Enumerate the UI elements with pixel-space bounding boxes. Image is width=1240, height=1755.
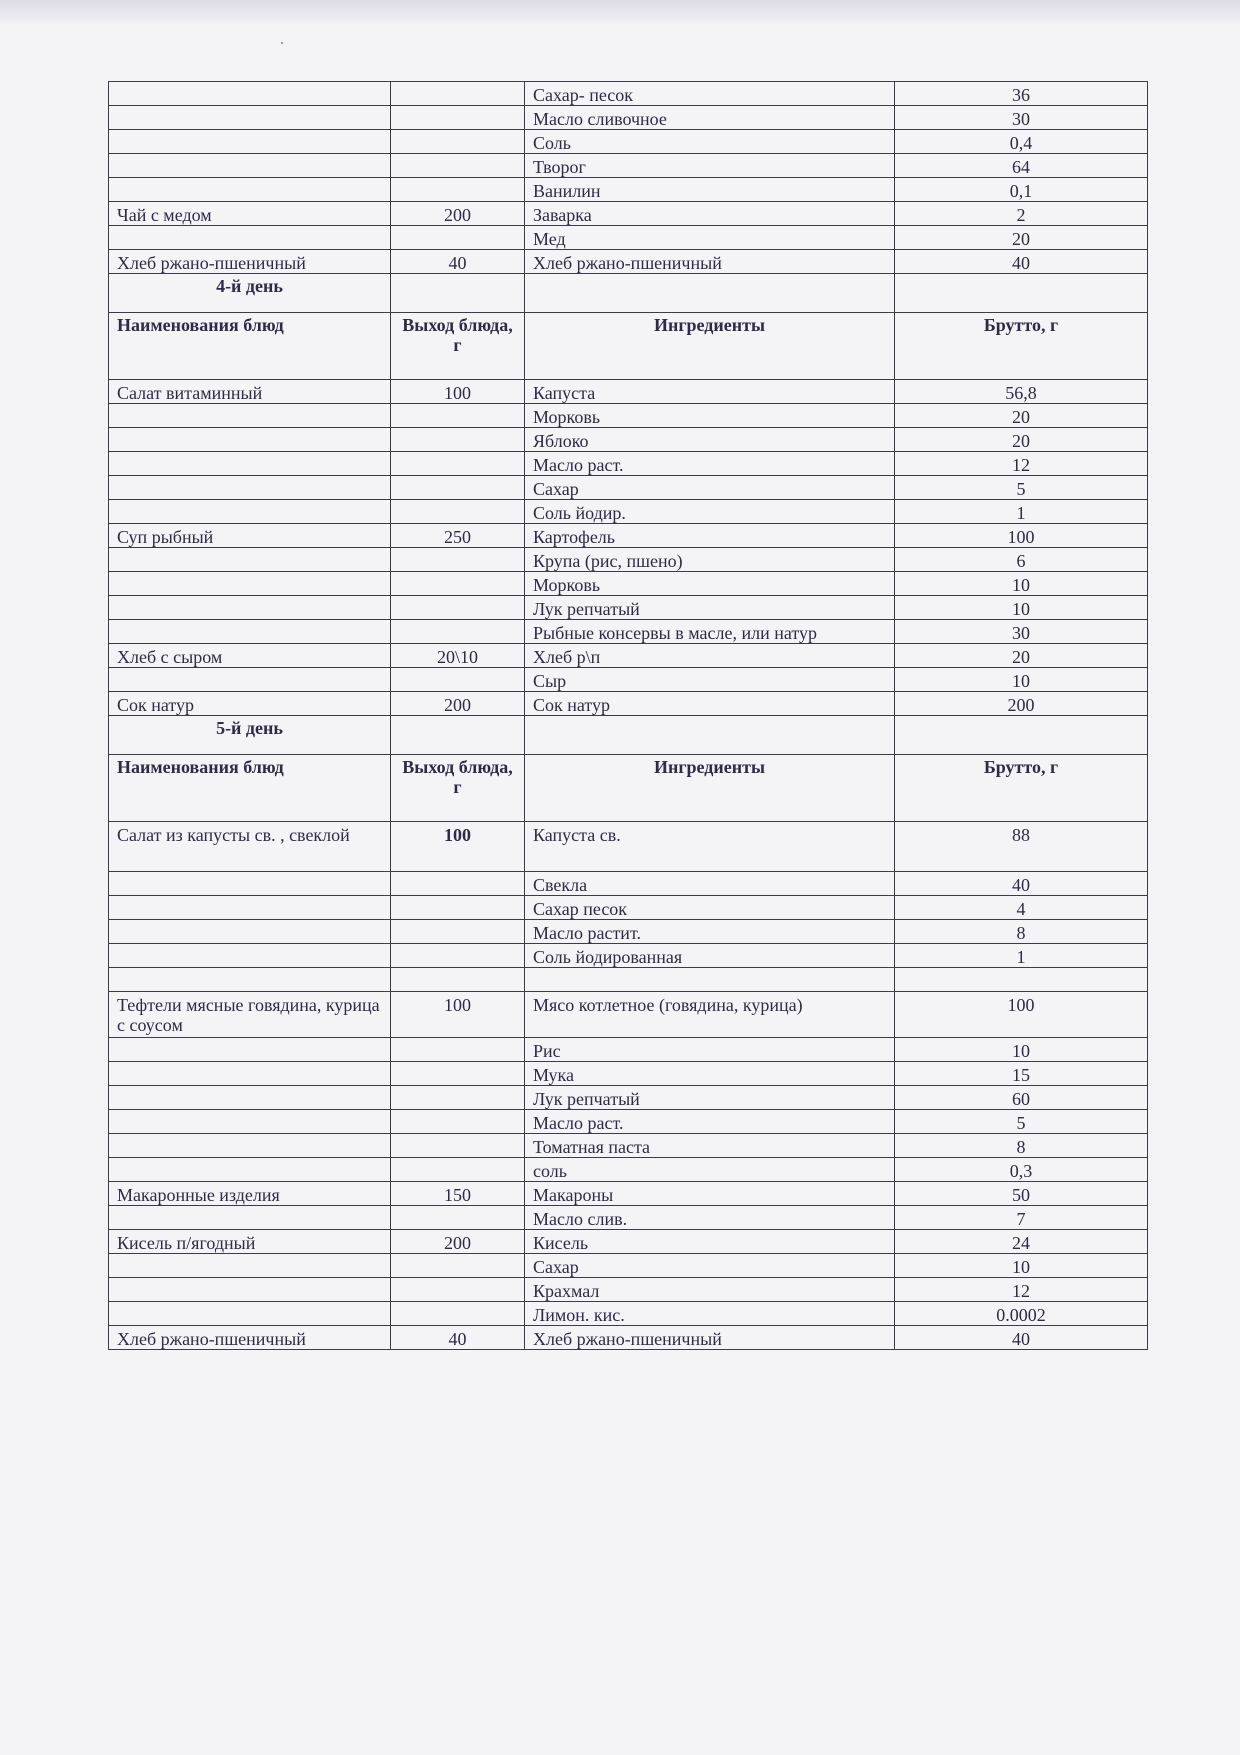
yield-cell (391, 1086, 525, 1110)
table-row (109, 380, 1148, 404)
yield-cell (391, 106, 525, 130)
yield-cell: 100 (391, 380, 525, 404)
menu-table-body (109, 82, 1148, 1350)
ingredient-cell: Мед (525, 226, 895, 250)
table-row (109, 1182, 1148, 1206)
dish-name-cell (109, 572, 391, 596)
table-row (109, 668, 1148, 692)
ingredient-cell: Рис (525, 1038, 895, 1062)
table-row (109, 1302, 1148, 1326)
gross-weight-cell: 12 (895, 1278, 1148, 1302)
ingredient-cell: Кисель (525, 1230, 895, 1254)
ingredient-cell: Сахар песок (525, 896, 895, 920)
yield-cell (391, 428, 525, 452)
ingredient-cell: Соль йодированная (525, 944, 895, 968)
gross-weight-cell: 5 (895, 1110, 1148, 1134)
gross-weight-cell: 88 (895, 822, 1148, 872)
gross-weight-cell: 0.0002 (895, 1302, 1148, 1326)
day-heading-row (109, 274, 1148, 313)
dish-name-cell (109, 130, 391, 154)
dish-name-cell (109, 920, 391, 944)
dish-name-cell (109, 404, 391, 428)
yield-cell (391, 476, 525, 500)
header-dish-name: Наименования блюд (109, 755, 391, 822)
yield-cell (391, 548, 525, 572)
dish-name-cell (109, 1206, 391, 1230)
ingredient-cell: Сок натур (525, 692, 895, 716)
empty-cell (391, 716, 525, 755)
yield-cell (391, 1038, 525, 1062)
gross-weight-cell: 40 (895, 250, 1148, 274)
table-row (109, 1038, 1148, 1062)
day-heading-row (109, 716, 1148, 755)
yield-cell: 150 (391, 1182, 525, 1206)
header-dish-name: Наименования блюд (109, 313, 391, 380)
yield-cell (391, 1254, 525, 1278)
yield-cell (391, 596, 525, 620)
ingredient-cell: Масло раст. (525, 1110, 895, 1134)
ingredient-cell: Лук репчатый (525, 1086, 895, 1110)
dish-name-cell: Суп рыбный (109, 524, 391, 548)
dish-name-cell (109, 668, 391, 692)
table-row (109, 1062, 1148, 1086)
ingredient-cell: Яблоко (525, 428, 895, 452)
gross-weight-cell: 50 (895, 1182, 1148, 1206)
gross-weight-cell: 20 (895, 644, 1148, 668)
yield-cell (391, 920, 525, 944)
ingredient-cell: Сыр (525, 668, 895, 692)
gross-weight-cell: 12 (895, 452, 1148, 476)
ingredient-cell: Крупа (рис, пшено) (525, 548, 895, 572)
gross-weight-cell: 1 (895, 944, 1148, 968)
yield-cell (391, 82, 525, 106)
yield-cell (391, 404, 525, 428)
ingredient-cell: Морковь (525, 572, 895, 596)
table-row (109, 692, 1148, 716)
dish-name-cell (109, 1086, 391, 1110)
ingredient-cell: Морковь (525, 404, 895, 428)
table-row (109, 1230, 1148, 1254)
dish-name-cell (109, 1302, 391, 1326)
ingredient-cell: Хлеб ржано-пшеничный (525, 1326, 895, 1350)
table-row (109, 1278, 1148, 1302)
table-row (109, 500, 1148, 524)
header-yield: Выход блюда, г (391, 313, 525, 380)
yield-cell: 100 (391, 822, 525, 872)
empty-cell (391, 274, 525, 313)
ingredient-cell: Масло слив. (525, 1206, 895, 1230)
dish-name-cell: Кисель п/ягодный (109, 1230, 391, 1254)
ingredient-cell: Крахмал (525, 1278, 895, 1302)
ingredient-cell: Соль (525, 130, 895, 154)
yield-cell (391, 1278, 525, 1302)
gross-weight-cell (895, 968, 1148, 992)
yield-cell (391, 896, 525, 920)
empty-cell (525, 274, 895, 313)
table-row (109, 1134, 1148, 1158)
header-yield: Выход блюда, г (391, 755, 525, 822)
dish-name-cell (109, 944, 391, 968)
dish-name-cell (109, 1158, 391, 1182)
dish-name-cell (109, 82, 391, 106)
table-row (109, 992, 1148, 1038)
empty-cell (525, 716, 895, 755)
dish-name-cell (109, 1038, 391, 1062)
ingredient-cell: Томатная паста (525, 1134, 895, 1158)
ingredient-cell: соль (525, 1158, 895, 1182)
table-row (109, 968, 1148, 992)
yield-cell (391, 1206, 525, 1230)
table-row (109, 130, 1148, 154)
table-row (109, 620, 1148, 644)
dish-name-cell (109, 428, 391, 452)
dish-name-cell (109, 452, 391, 476)
gross-weight-cell: 15 (895, 1062, 1148, 1086)
table-row (109, 154, 1148, 178)
gross-weight-cell: 8 (895, 920, 1148, 944)
gross-weight-cell: 100 (895, 992, 1148, 1038)
yield-cell (391, 620, 525, 644)
gross-weight-cell: 40 (895, 872, 1148, 896)
ingredient-cell: Заварка (525, 202, 895, 226)
table-row (109, 1086, 1148, 1110)
yield-cell (391, 226, 525, 250)
dish-name-cell (109, 1110, 391, 1134)
gross-weight-cell: 10 (895, 668, 1148, 692)
header-gross: Брутто, г (895, 755, 1148, 822)
gross-weight-cell: 56,8 (895, 380, 1148, 404)
table-row (109, 822, 1148, 872)
table-row (109, 644, 1148, 668)
ingredient-cell: Масло сливочное (525, 106, 895, 130)
yield-cell: 40 (391, 1326, 525, 1350)
table-row (109, 944, 1148, 968)
yield-cell (391, 668, 525, 692)
dish-name-cell (109, 548, 391, 572)
ingredient-cell: Соль йодир. (525, 500, 895, 524)
gross-weight-cell: 2 (895, 202, 1148, 226)
dish-name-cell (109, 226, 391, 250)
dish-name-cell (109, 154, 391, 178)
yield-cell (391, 452, 525, 476)
ingredient-cell: Капуста св. (525, 822, 895, 872)
dish-name-cell (109, 896, 391, 920)
yield-cell: 250 (391, 524, 525, 548)
gross-weight-cell: 64 (895, 154, 1148, 178)
table-row (109, 1206, 1148, 1230)
dish-name-cell (109, 620, 391, 644)
column-header-row (109, 755, 1148, 822)
gross-weight-cell: 30 (895, 106, 1148, 130)
table-row (109, 82, 1148, 106)
ingredient-cell: Свекла (525, 872, 895, 896)
empty-cell (895, 716, 1148, 755)
dish-name-cell (109, 476, 391, 500)
gross-weight-cell: 4 (895, 896, 1148, 920)
dish-name-cell: Тефтели мясные говядина, курица с соусом (109, 992, 391, 1038)
dish-name-cell (109, 1134, 391, 1158)
table-row (109, 428, 1148, 452)
gross-weight-cell: 10 (895, 572, 1148, 596)
table-row (109, 404, 1148, 428)
gross-weight-cell: 200 (895, 692, 1148, 716)
gross-weight-cell: 60 (895, 1086, 1148, 1110)
ingredient-cell: Творог (525, 154, 895, 178)
dish-name-cell (109, 500, 391, 524)
table-row (109, 1326, 1148, 1350)
yield-cell (391, 944, 525, 968)
empty-cell (895, 274, 1148, 313)
table-row (109, 524, 1148, 548)
yield-cell: 200 (391, 202, 525, 226)
gross-weight-cell: 30 (895, 620, 1148, 644)
ingredient-cell: Рыбные консервы в масле, или натур (525, 620, 895, 644)
yield-cell (391, 968, 525, 992)
yield-cell (391, 1062, 525, 1086)
gross-weight-cell: 20 (895, 404, 1148, 428)
table-row (109, 226, 1148, 250)
table-row (109, 1254, 1148, 1278)
dish-name-cell (109, 1278, 391, 1302)
yield-cell (391, 178, 525, 202)
table-row (109, 548, 1148, 572)
dish-name-cell (109, 872, 391, 896)
yield-cell: 100 (391, 992, 525, 1038)
gross-weight-cell: 100 (895, 524, 1148, 548)
ingredient-cell: Масло растит. (525, 920, 895, 944)
gross-weight-cell: 5 (895, 476, 1148, 500)
table-row (109, 106, 1148, 130)
ingredient-cell: Макароны (525, 1182, 895, 1206)
ingredient-cell (525, 968, 895, 992)
yield-cell: 200 (391, 692, 525, 716)
column-header-row (109, 313, 1148, 380)
yield-cell (391, 872, 525, 896)
dish-name-cell (109, 596, 391, 620)
dish-name-cell: Салат витаминный (109, 380, 391, 404)
ingredient-cell: Лук репчатый (525, 596, 895, 620)
header-gross: Брутто, г (895, 313, 1148, 380)
table-row (109, 178, 1148, 202)
gross-weight-cell: 0,1 (895, 178, 1148, 202)
gross-weight-cell: 10 (895, 1254, 1148, 1278)
gross-weight-cell: 20 (895, 226, 1148, 250)
dish-name-cell (109, 106, 391, 130)
table-row (109, 250, 1148, 274)
ingredient-cell: Сахар- песок (525, 82, 895, 106)
ingredient-cell: Масло раст. (525, 452, 895, 476)
dish-name-cell (109, 1254, 391, 1278)
gross-weight-cell: 20 (895, 428, 1148, 452)
gross-weight-cell: 0,4 (895, 130, 1148, 154)
yield-cell: 20\10 (391, 644, 525, 668)
ingredient-cell: Мука (525, 1062, 895, 1086)
yield-cell (391, 1134, 525, 1158)
ingredient-cell: Ванилин (525, 178, 895, 202)
ingredient-cell: Сахар (525, 1254, 895, 1278)
yield-cell (391, 130, 525, 154)
ingredient-cell: Лимон. кис. (525, 1302, 895, 1326)
table-row (109, 596, 1148, 620)
dish-name-cell: Макаронные изделия (109, 1182, 391, 1206)
table-row (109, 1110, 1148, 1134)
dish-name-cell (109, 1062, 391, 1086)
dish-name-cell: Салат из капусты св. , свеклой (109, 822, 391, 872)
gross-weight-cell: 6 (895, 548, 1148, 572)
gross-weight-cell: 10 (895, 596, 1148, 620)
ingredient-cell: Хлеб р\п (525, 644, 895, 668)
gross-weight-cell: 10 (895, 1038, 1148, 1062)
ingredient-cell: Хлеб ржано-пшеничный (525, 250, 895, 274)
gross-weight-cell: 8 (895, 1134, 1148, 1158)
table-row (109, 452, 1148, 476)
table-row (109, 202, 1148, 226)
gross-weight-cell: 24 (895, 1230, 1148, 1254)
dish-name-cell: Сок натур (109, 692, 391, 716)
scan-edge-shadow (0, 0, 1240, 26)
ingredient-cell: Мясо котлетное (говядина, курица) (525, 992, 895, 1038)
gross-weight-cell: 7 (895, 1206, 1148, 1230)
gross-weight-cell: 40 (895, 1326, 1148, 1350)
yield-cell: 200 (391, 1230, 525, 1254)
dish-name-cell (109, 968, 391, 992)
gross-weight-cell: 0,3 (895, 1158, 1148, 1182)
gross-weight-cell: 1 (895, 500, 1148, 524)
yield-cell (391, 154, 525, 178)
yield-cell (391, 1110, 525, 1134)
table-row (109, 920, 1148, 944)
ingredient-cell: Картофель (525, 524, 895, 548)
yield-cell (391, 572, 525, 596)
table-row (109, 872, 1148, 896)
scan-speck (281, 42, 283, 44)
header-ingredients: Ингредиенты (525, 313, 895, 380)
yield-cell (391, 500, 525, 524)
dish-name-cell: Чай с медом (109, 202, 391, 226)
dish-name-cell: Хлеб ржано-пшеничный (109, 1326, 391, 1350)
dish-name-cell: Хлеб ржано-пшеничный (109, 250, 391, 274)
header-ingredients: Ингредиенты (525, 755, 895, 822)
day-heading: 5-й день (109, 716, 391, 755)
table-row (109, 896, 1148, 920)
table-row (109, 1158, 1148, 1182)
dish-name-cell (109, 178, 391, 202)
table-row (109, 572, 1148, 596)
table-row (109, 476, 1148, 500)
menu-table (108, 81, 1148, 1350)
yield-cell (391, 1158, 525, 1182)
ingredient-cell: Капуста (525, 380, 895, 404)
dish-name-cell: Хлеб с сыром (109, 644, 391, 668)
yield-cell: 40 (391, 250, 525, 274)
yield-cell (391, 1302, 525, 1326)
ingredient-cell: Сахар (525, 476, 895, 500)
day-heading: 4-й день (109, 274, 391, 313)
gross-weight-cell: 36 (895, 82, 1148, 106)
